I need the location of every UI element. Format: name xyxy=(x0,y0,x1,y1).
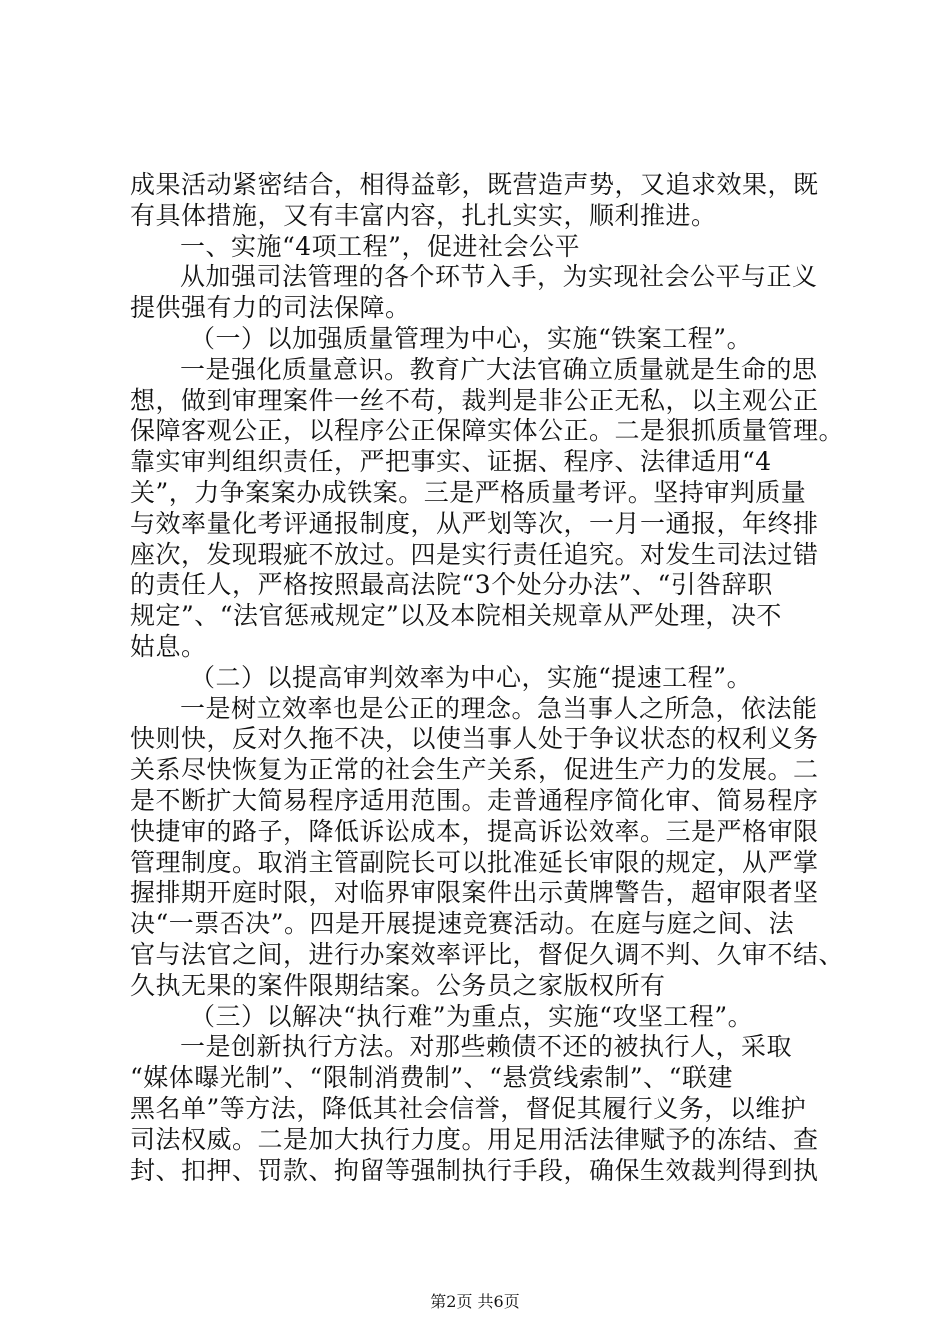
document-body xyxy=(130,170,845,1186)
text-line: 封、扣押、罚款、拘留等强制执行手段，确保生效裁判得到执 xyxy=(130,1155,819,1185)
text-line: 决“一票否决”。四是开展提速竞赛活动。在庭与庭之间、法 xyxy=(130,909,795,939)
text-line: 想，做到审理案件一丝不苟，裁判是非公正无私，以主观公正 xyxy=(130,385,819,415)
text-line: 快则快，反对久拖不决，以使当事人处于争议状态的权利义务 xyxy=(130,724,819,754)
text-line: 有具体措施，又有丰富内容，扎扎实实，顺利推进。 xyxy=(130,200,717,230)
paragraph-start: 一是树立效率也是公正的理念。急当事人之所急，依法能 xyxy=(180,693,818,723)
text-line: 的责任人，严格按照最高法院“3个处分办法”、“引咎辞职 xyxy=(130,570,773,600)
text-line: 久执无果的案件限期结案。公务员之家版权所有 xyxy=(130,970,666,1000)
text-line: 关”，力争案案办成铁案。三是严格质量考评。坚持审判质量 xyxy=(130,477,807,507)
text-line: 快捷审的路子，降低诉讼成本，提高诉讼效率。三是严格审限 xyxy=(130,816,819,846)
text-line: 姑息。 xyxy=(130,631,207,661)
text-line: 成果活动紧密结合，相得益彰，既营造声势，又追求效果，既 xyxy=(130,170,819,199)
paragraph-start: 一是创新执行方法。对那些赖债不还的被执行人，采取 xyxy=(180,1032,793,1062)
text-line: 黑名单”等方法，降低其社会信誉，督促其履行义务，以维护 xyxy=(130,1093,807,1123)
text-line: 官与法官之间，进行办案效率评比，督促久调不判、久审不结、 xyxy=(130,939,845,969)
text-line: 规定”、“法官惩戒规定”以及本院相关规章从严处理，决不 xyxy=(130,601,782,631)
text-line: 握排期开庭时限，对临界审限案件出示黄牌警告，超审限者坚 xyxy=(130,878,819,908)
section-heading: 一、实施“4项工程”，促进社会公平 xyxy=(180,231,580,261)
subsection-heading: （二）以提高审判效率为中心，实施“提速工程”。 xyxy=(190,662,753,692)
text-line: 提供强有力的司法保障。 xyxy=(130,293,411,323)
text-line: 司法权威。二是加大执行力度。用足用活法律赋予的冻结、查 xyxy=(130,1124,819,1154)
paragraph-start: 一是强化质量意识。教育广大法官确立质量就是生命的思 xyxy=(180,354,818,384)
text-line: 保障客观公正，以程序公正保障实体公正。二是狠抓质量管理。 xyxy=(130,416,845,446)
paragraph-start: 从加强司法管理的各个环节入手，为实现社会公平与正义 xyxy=(180,262,818,292)
text-line: 靠实审判组织责任，严把事实、证据、程序、法律适用“4 xyxy=(130,447,772,477)
text-line: 管理制度。取消主管副院长可以批准延长审限的规定，从严掌 xyxy=(130,847,819,877)
text-line: 是不断扩大简易程序适用范围。走普通程序简化审、简易程序 xyxy=(130,785,819,815)
subsection-heading: （三）以解决“执行难”为重点，实施“攻坚工程”。 xyxy=(190,1001,754,1031)
text-line: 座次，发现瑕疵不放过。四是实行责任追究。对发生司法过错 xyxy=(130,539,819,569)
text-line: 与效率量化考评通报制度，从严划等次，一月一通报，年终排 xyxy=(130,508,819,538)
text-line: “媒体曝光制”、“限制消费制”、“悬赏线索制”、“联建 xyxy=(130,1063,733,1093)
page-number-footer: 第2页 共6页 xyxy=(430,1292,520,1311)
subsection-heading: （一）以加强质量管理为中心，实施“铁案工程”。 xyxy=(190,323,753,353)
text-line: 关系尽快恢复为正常的社会生产关系，促进生产力的发展。二 xyxy=(130,755,819,785)
